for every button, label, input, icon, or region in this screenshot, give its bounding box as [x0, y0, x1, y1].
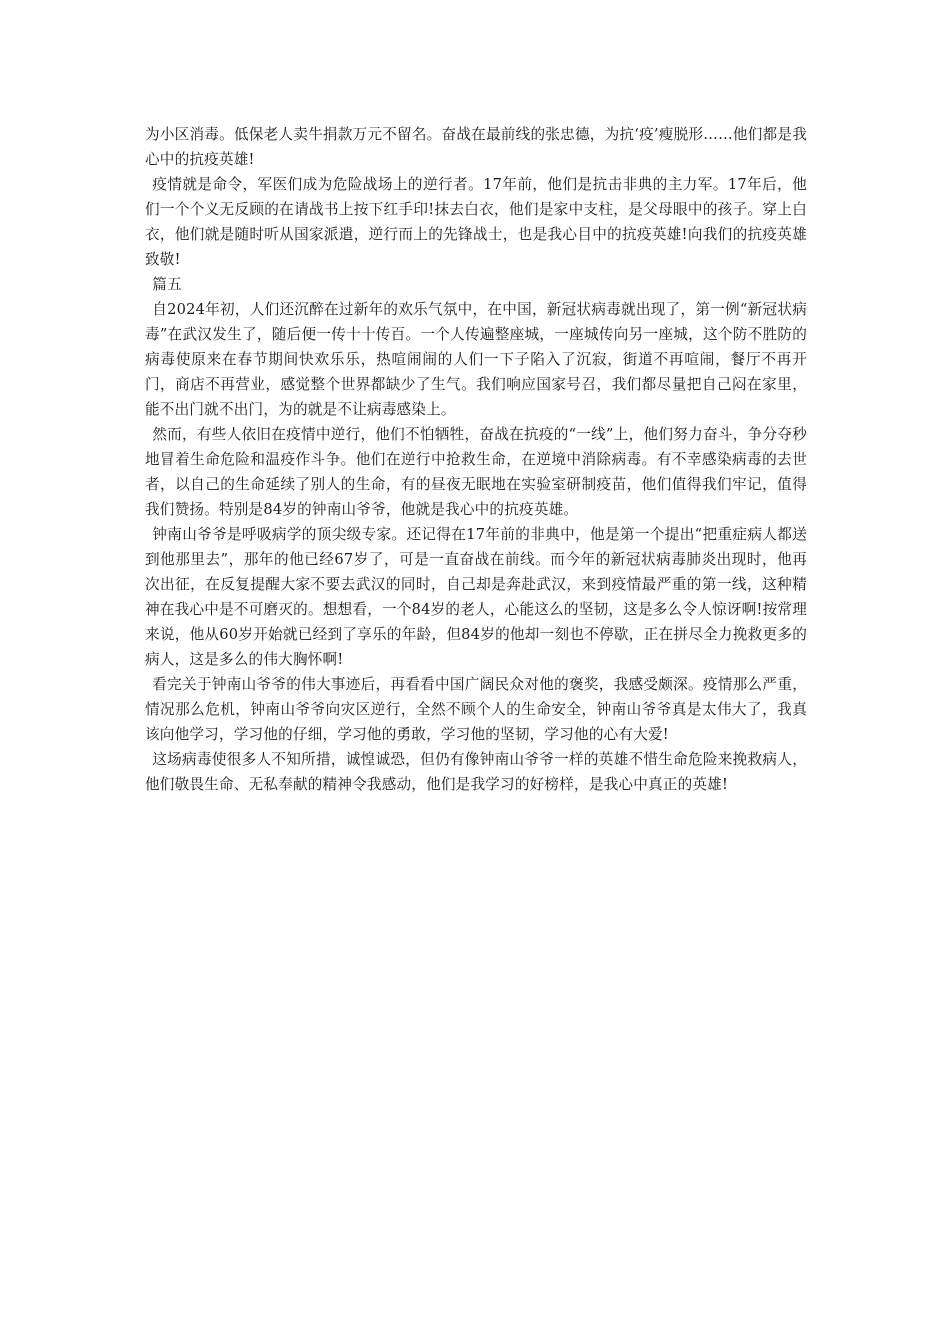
paragraph-military-doctors: 疫情就是命令，军医们成为危险战场上的逆行者。17年前，他们是抗击非典的主力军。17年后，他们一个个义无反顾的在请战书上按下红手印!抹去白衣，他们是家中支柱，是父母眼中的孩子。穿上白衣，他们就是随时听从国家派遣，逆行而上的先锋战士，也是我心目中的抗疫英雄!向我们的抗疫英雄致敬!	[145, 176, 807, 268]
paragraph-zhong-nanshan: 钟南山爷爷是呼吸病学的顶尖级专家。还记得在17年前的非典中，他是第一个提出“把重症病人都送到他那里去”，那年的他已经67岁了，可是一直奋战在前线。而今年的新冠状病毒肺炎出现时，他再次出征，在反复提醒大家不要去武汉的同时，自己却是奔赴武汉，来到疫情最严重的第一线，这种精神在我心中是不可磨灭的。想想看，一个84岁的老人，心能这么的坚韧，这是多么令人惊讶啊!按常理来说，他从60岁开始就已经到了享乐的年龄，但84岁的他却一刻也不停歇，正在拼尽全力挽救更多的病人，这是多么的伟大胸怀啊!	[145, 526, 807, 668]
document-body	[145, 122, 807, 797]
paragraph-reflection: 看完关于钟南山爷爷的伟大事迹后，再看看中国广阔民众对他的褒奖，我感受颇深。疫情那么严重，情况那么危机，钟南山爷爷向灾区逆行，全然不顾个人的生命安全，钟南山爷爷真是太伟大了，我真该向他学习，学习他的仔细，学习他的勇敢，学习他的坚韧，学习他的心有大爱!	[145, 676, 807, 743]
section-heading-five: 篇五	[152, 276, 182, 293]
paragraph-outbreak: 自2024年初，人们还沉醉在过新年的欢乐气氛中，在中国，新冠状病毒就出现了，第一例“新冠状病毒”在武汉发生了，随后便一传十十传百。一个人传遍整座城，一座城传向另一座城，这个防不胜防的病毒使原来在春节期间快欢乐乐，热喧闹闹的人们一下子陷入了沉寂，街道不再喧闹，餐厅不再开门，商店不再营业，感觉整个世界都缺少了生气。我们响应国家号召，我们都尽量把自己闷在家里，能不出门就不出门，为的就是不让病毒感染上。	[145, 301, 807, 418]
paragraph-frontline: 然而，有些人依旧在疫情中逆行，他们不怕牺牲，奋战在抗疫的“一线”上，他们努力奋斗，争分夺秒地冒着生命危险和温疫作斗争。他们在逆行中抢救生命，在逆境中消除病毒。有不幸感染病毒的去世者，以自己的生命延续了别人的生命，有的昼夜无眠地在实验室研制疫苗，他们值得我们牢记，值得我们赞扬。特别是84岁的钟南山爷爷，他就是我心中的抗疫英雄。	[145, 426, 807, 518]
paragraph-continuation: 为小区消毒。低保老人卖牛捐款万元不留名。奋战在最前线的张忠德，为抗‘疫’瘦脱形……他们都是我心中的抗疫英雄!	[145, 126, 807, 168]
paragraph-conclusion: 这场病毒使很多人不知所措，诚惶诚恐，但仍有像钟南山爷爷一样的英雄不惜生命危险来挽救病人，他们敬畏生命、无私奉献的精神令我感动，他们是我学习的好榜样，是我心中真正的英雄!	[145, 751, 807, 793]
